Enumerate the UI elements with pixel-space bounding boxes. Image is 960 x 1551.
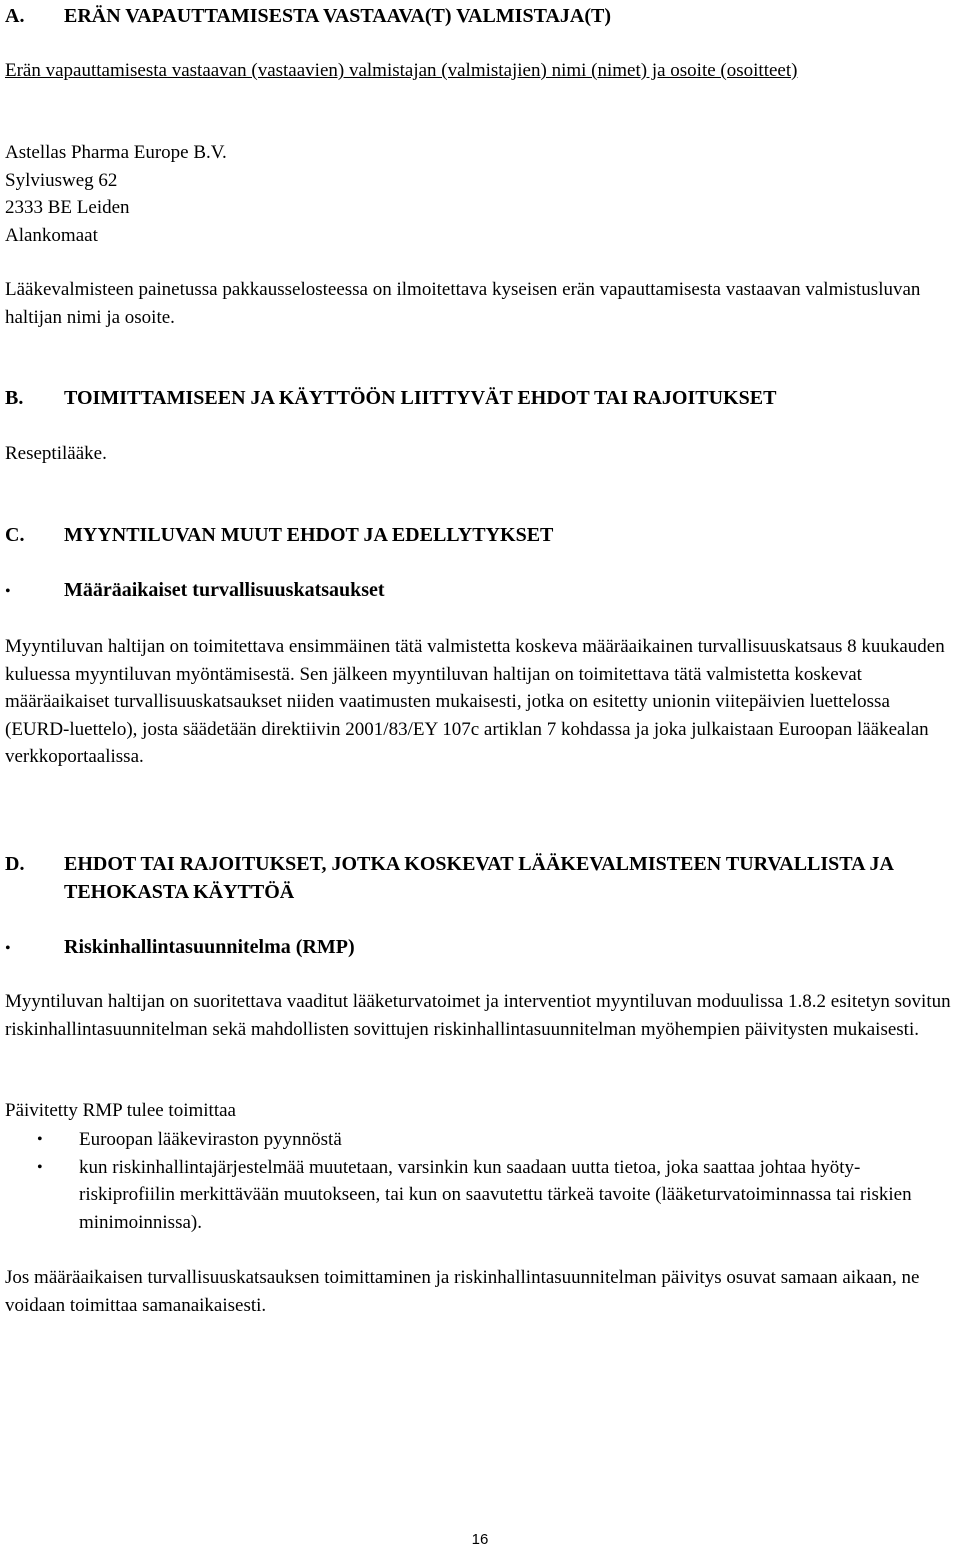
rmp-heading-text: Riskinhallintasuunnitelma (RMP) [64, 936, 355, 958]
section-c-paragraph: Myyntiluvan haltijan on toimitettava ensimmäinen tätä valmistetta koskeva määräaikainen turvallisuuskatsaus 8 kuukauden kuluessa myyntiluvan myöntämisestä. Sen jälkeen myyntiluvan haltijan on toimitettava tätä valmistetta koskevat määräaikaiset turvallisuuskatsaukset niiden vaatimusten mukaisesti, jotka on esitetty unionin viitepäivien luettelossa (EURD-luettelo), josta säädetään direktiivin 2001/83/EY 107c artiklan 7 kohdassa ja joka julkaistaan Euroopan lääkealan verkkoportaalissa. [5, 636, 945, 767]
list-item [5, 1126, 955, 1154]
bullet-icon: • [37, 1158, 43, 1176]
list-item-text: kun riskinhallintajärjestelmää muutetaan, varsinkin kun saadaan uutta tietoa, joka saattaa johtaa hyöty-riskiprofiilin merkittävään muutokseen, tai kun on saavutettu tärkeä tavoite (lääketurvatoiminnassa tai riskien minimoinnissa). [79, 1156, 912, 1233]
section-b-heading [5, 385, 955, 413]
psur-bullet-heading [5, 577, 955, 606]
section-d-letter: D. [5, 853, 25, 875]
rmp-list [5, 1126, 955, 1236]
list-item [5, 1154, 955, 1237]
section-c-letter: C. [5, 524, 25, 546]
section-c-title: MYYNTILUVAN MUUT EHDOT JA EDELLYTYKSET [64, 524, 554, 546]
address-line-city: 2333 BE Leiden [5, 197, 130, 218]
section-d-title: EHDOT TAI RAJOITUKSET, JOTKA KOSKEVAT LÄÄKEVALMISTEEN TURVALLISTA JA TEHOKASTA KÄYTTÖÄ [64, 853, 893, 903]
section-a-heading [5, 3, 955, 31]
bullet-icon: • [5, 940, 11, 957]
section-d-closing: Jos määräaikaisen turvallisuuskatsauksen toimittaminen ja riskinhallintasuunnitelman päivitys osuvat samaan aikaan, ne voidaan toimittaa samanaikaisesti. [5, 1267, 920, 1316]
section-b-title: TOIMITTAMISEEN JA KÄYTTÖÖN LIITTYVÄT EHDOT TAI RAJOITUKSET [64, 387, 777, 409]
section-d-paragraph: Myyntiluvan haltijan on suoritettava vaaditut lääketurvatoimet ja interventiot myyntiluvan moduulissa 1.8.2 esitetyn sovitun riskinhallintasuunnitelman sekä mahdollisten sovittujen riskinhallintasuunnitelman myöhempien päivitysten mukaisesti. [5, 991, 951, 1040]
section-a-note: Lääkevalmisteen painetussa pakkausselosteessa on ilmoitettava kyseisen erän vapauttamisesta vastaavan valmistusluvan haltijan nimi ja osoite. [5, 279, 921, 328]
psur-heading-text: Määräaikaiset turvallisuuskatsaukset [64, 579, 385, 601]
rmp-list-intro: Päivitetty RMP tulee toimittaa [5, 1100, 236, 1121]
list-item-text: Euroopan lääkeviraston pyynnöstä [79, 1129, 342, 1150]
address-line-company: Astellas Pharma Europe B.V. [5, 142, 227, 163]
address-line-street: Sylviusweg 62 [5, 169, 118, 191]
rmp-bullet-heading [5, 934, 955, 963]
section-d-heading [5, 851, 955, 906]
section-a-letter: A. [5, 5, 25, 27]
section-c-heading [5, 522, 955, 550]
section-b-text: Reseptilääke. [5, 443, 107, 464]
bullet-icon: • [5, 583, 11, 600]
section-a-subheading: Erän vapauttamisesta vastaavan (vastaavien) valmistajan (valmistajien) nimi (nimet) ja osoite (osoitteet) [5, 60, 798, 81]
address-line-country: Alankomaat [5, 224, 98, 246]
bullet-icon: • [37, 1131, 43, 1148]
section-b-letter: B. [5, 387, 24, 409]
page-number: 16 [471, 1531, 489, 1548]
manufacturer-address [5, 139, 955, 249]
section-a-title: ERÄN VAPAUTTAMISESTA VASTAAVA(T) VALMISTAJA(T) [64, 5, 611, 27]
